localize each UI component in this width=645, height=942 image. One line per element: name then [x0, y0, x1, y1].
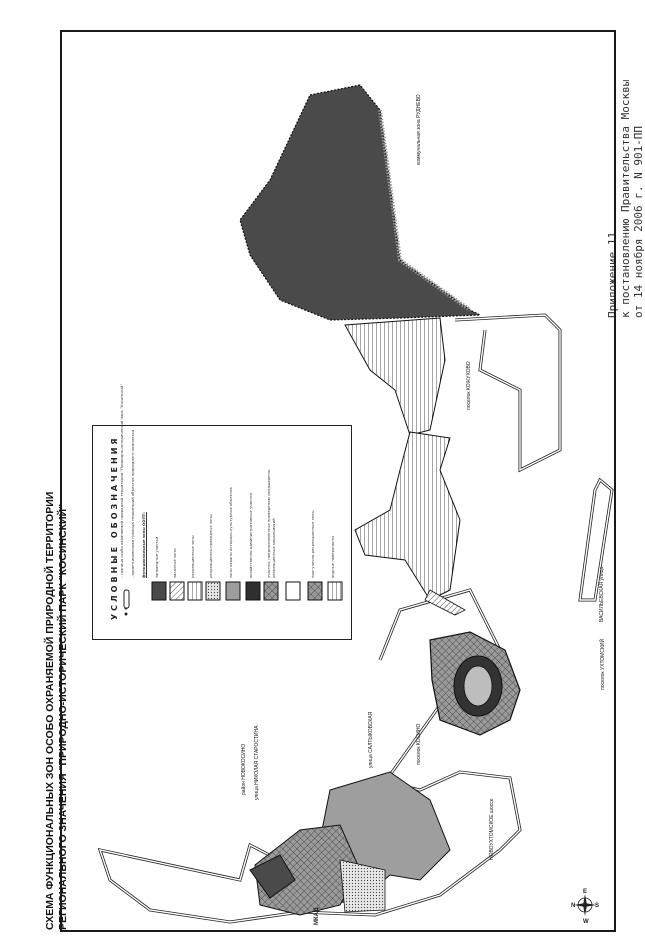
map-title-line-2: РЕГИОНАЛЬНОГО ЗНАЧЕНИЯ "ПРИРОДНО-ИСТОРИЧЕСКИЙ ПАРК "КОСИНСКИЙ"	[57, 503, 69, 930]
header-line-1: Приложение 11	[606, 231, 619, 318]
legend-swatch-recreational	[188, 582, 202, 600]
legend-text-5: рекреационные зоны	[190, 535, 195, 578]
legend-text-9: участки, предназначенные проведению ландшафтно-рекреационных мероприятий	[266, 468, 276, 578]
legend-text-0: - граница особо охраняемой природной территории "Природно-исторический парк "Косинский"	[119, 383, 124, 578]
compass-s: S	[595, 903, 600, 909]
legend-text-2: функциональные зоны ООПТ:	[141, 512, 146, 578]
map-title-line-1: СХЕМА ФУНКЦИОНАЛЬНЫХ ЗОН ОСОБО ОХРАНЯЕМОЙ ПРИРОДНОЙ ТЕРРИТОРИИ	[44, 491, 56, 930]
label-vasilyevskaya: ВАСИЛЬЕВСКАЯ улица	[599, 566, 605, 622]
legend-text-10: прогулочно-рекреационные зоны	[310, 510, 315, 578]
legend-swatch-water	[308, 582, 322, 600]
legend-swatch-landscape	[264, 582, 278, 600]
compass-n: N	[571, 903, 576, 909]
header-line-2: к постановлению Правительства Москвы	[619, 79, 632, 318]
legend-swatch-extra	[328, 582, 342, 600]
legend-text-3: заповедные участки	[154, 536, 159, 578]
legend-swatch-historic	[226, 582, 240, 600]
label-ukhtomsky: поселок УХТОМСКИЙ	[600, 638, 606, 690]
compass-w: W	[583, 919, 589, 925]
legend-text-8: хозяйственно-административные участки	[248, 493, 253, 578]
legend-text-7: зоны охраны историко-культурных объектов	[228, 487, 233, 578]
legend-swatch-rec-natural	[206, 582, 220, 600]
header-line-3: от 14 ноября 2006 г. N 901-ПП	[632, 125, 645, 318]
legend-text-11: водные поверхности	[330, 536, 335, 578]
legend-text-6: рекреационно-природные зоны	[208, 514, 213, 578]
label-kosino: поселок КОСИНО	[416, 723, 422, 765]
legend-swatch-zakaznye	[170, 582, 184, 600]
label-rudnevo: коммунальная зона РУДНЕВО	[416, 94, 422, 165]
label-saltykovskaya: улица САЛТЫКОВСКАЯ	[368, 711, 374, 768]
legend-text-1: - ориентировочная граница территорий объектов природного комплекса	[130, 429, 135, 578]
legend-swatch-zapovednye	[152, 582, 166, 600]
label-kozhukhovo: поселок КОЖУХОВО	[466, 361, 472, 410]
label-moscow: МКАД	[314, 907, 320, 925]
legend-title: УСЛОВНЫЕ ОБОЗНАЧЕНИЯ	[110, 435, 119, 620]
label-novoukhtomskoe: НОВОУХТОМСКОЕ шоссе	[489, 798, 495, 860]
legend-text-4: заказные зоны	[172, 548, 177, 578]
legend-swatch-road	[124, 590, 129, 608]
legend-swatch-admin	[246, 582, 260, 600]
label-staroi-tina: улица НИКОЛАЯ СТАРОСТИНА	[254, 725, 260, 800]
label-novokosino: район НОВОКОСИНО	[241, 743, 247, 795]
legend-swatch-walking	[286, 582, 300, 600]
compass-e: E	[583, 889, 588, 895]
